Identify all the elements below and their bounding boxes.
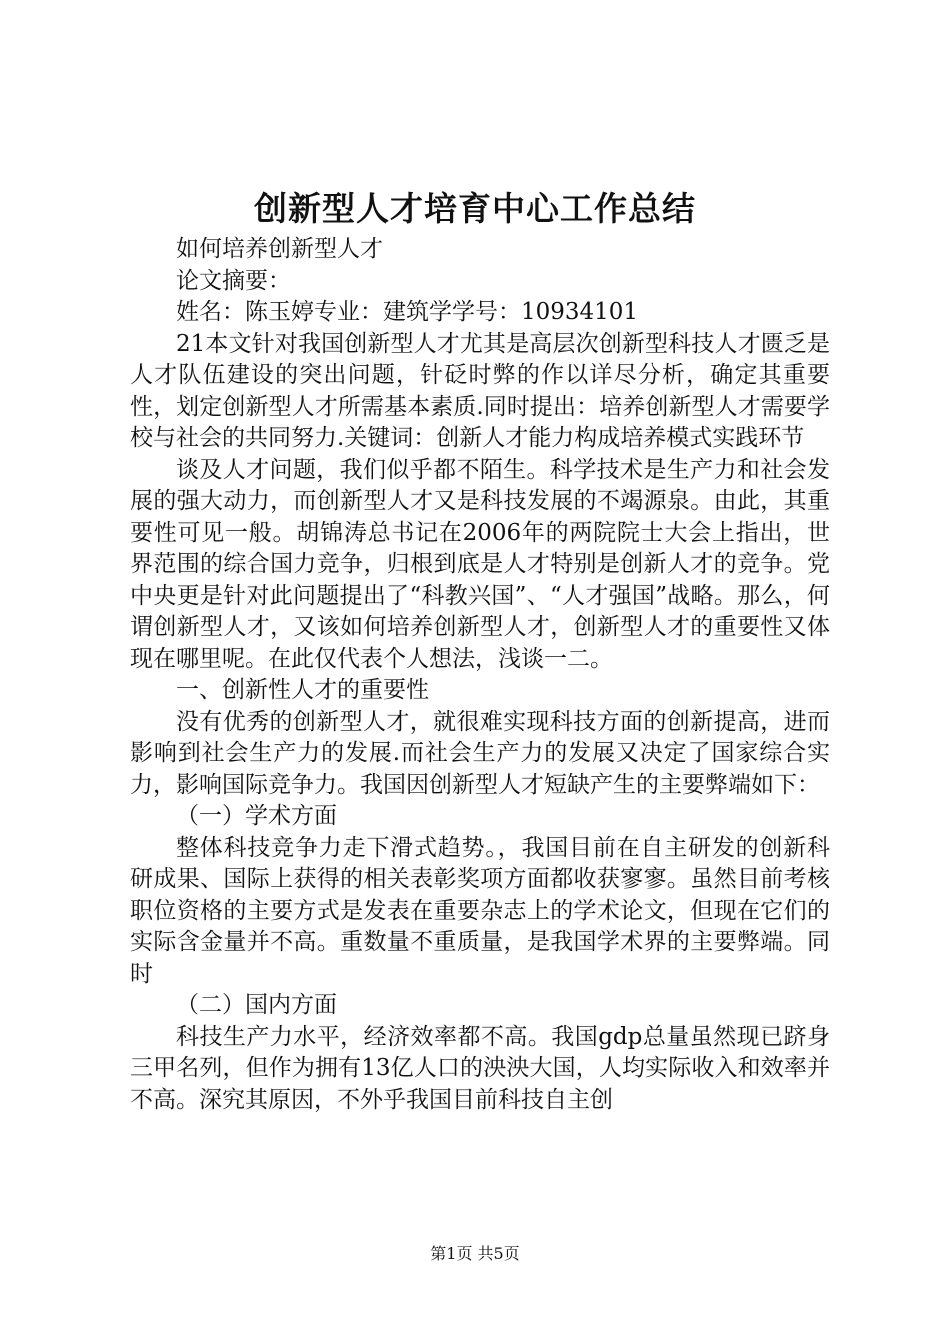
document-title: 创新型人才培育中心工作总结 bbox=[254, 189, 696, 228]
subsection-heading-academic: （一）学术方面 bbox=[176, 803, 337, 829]
paragraph-intro: 谈及人才问题，我们似乎都不陌生。科学技术是生产力和社会发展的强大动力，而创新型人才又是科技发展的不竭源泉。由此，其重要性可见一般。胡锦涛总书记在2006年的两院院士大会上指出，世界范围的综合国力竞争，归根到底是人才特别是创新人才的竞争。党中央更是针对此问题提出了“科教兴国”、“人才强国”战略。那么，何谓创新型人才，又该如何培养创新型人才，创新型人才的重要性又体现在哪里呢。在此仅代表个人想法，浅谈一二。 bbox=[130, 456, 830, 672]
paragraph-abstract-label: 论文摘要： bbox=[176, 267, 291, 294]
section-heading-1: 一、创新性人才的重要性 bbox=[176, 677, 429, 703]
page-footer: 第1页 共5页 bbox=[430, 1244, 520, 1263]
document-body bbox=[130, 234, 830, 1116]
subsection-heading-domestic: （二）国内方面 bbox=[176, 992, 337, 1018]
paragraph-section-1: 没有优秀的创新型人才，就很难实现科技方面的创新提高，进而影响到社会生产力的发展.而社会生产力的发展又决定了国家综合实力，影响国际竞争力。我国因创新型人才短缺产生的主要弊端如下： bbox=[130, 708, 830, 798]
paragraph-subtitle: 如何培养创新型人才 bbox=[176, 236, 383, 262]
paragraph-domestic: 科技生产力水平，经济效率都不高。我国gdp总量虽然现已跻身三甲名列，但作为拥有13亿人口的泱泱大国，人均实际收入和效率并不高。深究其原因，不外乎我国目前科技自主创 bbox=[130, 1023, 830, 1113]
paragraph-academic: 整体科技竞争力走下滑式趋势。，我国目前在自主研发的创新科研成果、国际上获得的相关表彰奖项方面都收获寥寥。虽然目前考核职位资格的主要方式是发表在重要杂志上的学术论文，但现在它们的实际含金量并不高。重数量不重质量，是我国学术界的主要弊端。同时 bbox=[130, 834, 830, 987]
paragraph-abstract: 21本文针对我国创新型人才尤其是高层次创新型科技人才匮乏是人才队伍建设的突出问题，针砭时弊的作以详尽分析，确定其重要性，划定创新型人才所需基本素质.同时提出：培养创新型人才需要学校与社会的共同努力.关键词：创新人才能力构成培养模式实践环节 bbox=[130, 330, 830, 451]
paragraph-author-info: 姓名：陈玉婷专业：建筑学学号：10934101 bbox=[176, 299, 639, 325]
